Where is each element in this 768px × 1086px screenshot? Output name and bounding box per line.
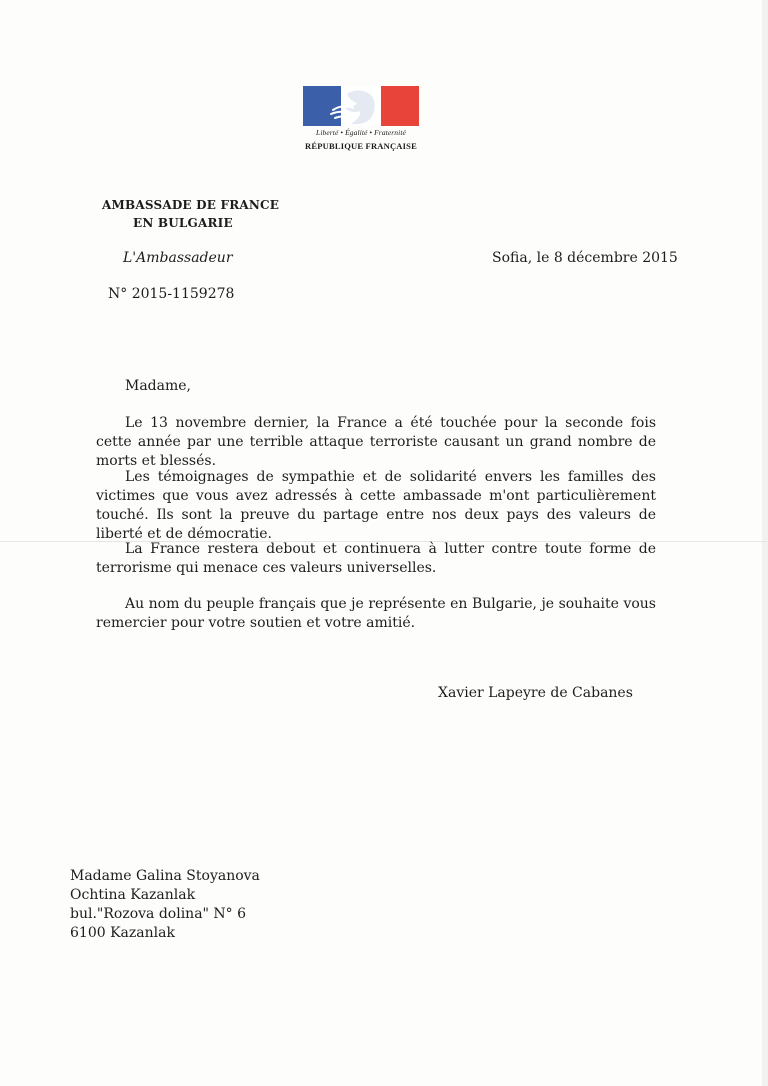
- logo-motto: Liberté • Égalité • Fraternité: [316, 128, 406, 137]
- letter-paragraph: Le 13 novembre dernier, la France a été touchée pour la seconde fois cette année par une terrible attaque terroriste causant un grand nombre de morts et blessés.: [96, 415, 656, 469]
- marianne-flag-icon: [303, 86, 419, 126]
- letter-paragraph: Les témoignages de sympathie et de solidarité envers les familles des victimes que vous avez adressés à cette ambassade m'ont particulièrement touché. Ils sont la preuve du partage entre nos deux pays des valeurs de liberté et de démocratie.: [96, 469, 656, 542]
- sender-title: L'Ambassadeur: [123, 250, 233, 266]
- recipient-line: 6100 Kazanlak: [70, 925, 175, 941]
- salutation: Madame,: [125, 378, 192, 394]
- recipient-line: bul."Rozova dolina" N° 6: [70, 906, 247, 922]
- recipient-line: Ochtina Kazanlak: [70, 887, 196, 903]
- letter-paragraph: La France restera debout et continuera à lutter contre toute forme de terrorisme qui menace ces valeurs universelles.: [96, 541, 656, 576]
- reference-number: N° 2015-1159278: [108, 286, 235, 302]
- logo-republic: RÉPUBLIQUE FRANÇAISE: [305, 141, 417, 151]
- marianne-logo: [303, 86, 419, 156]
- recipient-line: Madame Galina Stoyanova: [70, 868, 260, 884]
- page-edge-shadow: [762, 0, 768, 1086]
- embassy-country: EN BULGARIE: [133, 216, 233, 230]
- letter-date: Sofia, le 8 décembre 2015: [492, 250, 678, 266]
- letter-paragraph: Au nom du peuple français que je représente en Bulgarie, je souhaite vous remercier pour votre soutien et votre amitié.: [96, 596, 656, 631]
- signature-name: Xavier Lapeyre de Cabanes: [438, 685, 633, 701]
- embassy-name: AMBASSADE DE FRANCE: [102, 198, 280, 212]
